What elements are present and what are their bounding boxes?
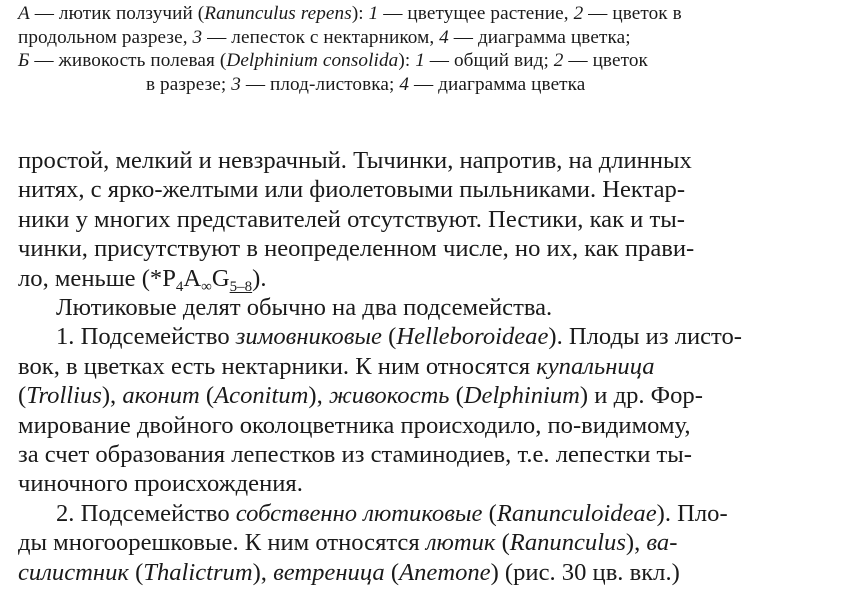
italic-term: аконит [122, 382, 200, 410]
italic-term: ва- [646, 529, 678, 557]
caption-text: — плод-листовка; [240, 73, 400, 95]
italic-term: купальница [536, 352, 655, 380]
formula-subscript: 5–8 [229, 278, 253, 295]
caption-number: 4 [399, 73, 410, 95]
italic-term: собственно лютиковые [235, 499, 483, 527]
text-line [18, 381, 830, 410]
caption-text: — диаграмма цветка; [448, 26, 631, 48]
subfamily-1-heading [18, 322, 830, 351]
caption-number: 4 [439, 26, 449, 48]
caption-text: продольном разрезе, [18, 26, 193, 48]
text-segment: ), [625, 529, 647, 557]
text-segment: 2. Подсемейство [56, 499, 236, 527]
caption-number: 3 [192, 26, 203, 48]
text-segment: ( [381, 323, 397, 351]
caption-line-4 [18, 73, 830, 97]
italic-term: Delphinium [463, 382, 580, 410]
text-segment: ). Плоды из листо- [548, 323, 742, 351]
text-line: чиночного происхождения. [18, 470, 303, 498]
text-segment: G [211, 264, 230, 292]
italic-term: Aconitum [214, 382, 309, 410]
text-segment: ), [101, 382, 123, 410]
caption-label-a: А [18, 3, 30, 24]
text-segment: ( [128, 558, 144, 586]
caption-line-3 [18, 49, 830, 73]
figure-caption [18, 2, 830, 96]
text-segment: ло, меньше (*P [18, 264, 176, 292]
caption-number: 3 [231, 73, 241, 95]
text-line: за счет образования лепестков из стаминодиев, т.е. лепестки ты- [18, 441, 692, 469]
italic-term: Thalictrum [143, 558, 253, 586]
text-segment: ( [449, 382, 464, 410]
caption-line-2 [18, 26, 830, 50]
text-segment: ). Пло- [656, 499, 728, 527]
text-line: ники у многих представителей отсутствуют. Пестики, как и ты- [18, 205, 685, 233]
caption-text: — лепесток с нектарником, [202, 26, 440, 48]
text-segment: A [183, 264, 202, 292]
caption-text: ): [351, 3, 369, 24]
caption-text: — общий вид; [424, 50, 554, 71]
text-segment: ) (рис. 30 цв. вкл.) [490, 558, 680, 586]
caption-text: — цветок в [583, 3, 682, 24]
italic-term: Helleboroideae [396, 323, 549, 351]
caption-number: 1 [368, 3, 379, 24]
text-segment: ), [252, 558, 274, 586]
caption-number: 1 [415, 50, 425, 71]
text-segment: ды многоорешковые. К ним относятся [18, 529, 426, 557]
text-segment: ). [252, 264, 267, 292]
caption-text: — лютик ползучий ( [29, 3, 205, 24]
caption-latin-name: Ranunculus repens [204, 3, 352, 24]
subfamily-2-heading [18, 499, 830, 528]
body-text [18, 146, 830, 587]
caption-number: 2 [573, 3, 584, 24]
formula-subscript: ∞ [201, 278, 212, 295]
italic-term: ветреница [273, 558, 385, 586]
caption-text: ): [398, 50, 416, 71]
text-segment: ( [495, 529, 510, 557]
text-line: мирование двойного околоцветника происходило, по-видимому, [18, 411, 691, 439]
caption-latin-name: Delphinium consolida [226, 50, 399, 71]
text-segment: вок, в цветках есть нектарники. К ним относятся [18, 352, 537, 380]
text-line [18, 528, 830, 557]
caption-text: — цветущее растение, [378, 3, 574, 24]
text-segment: ( [482, 499, 497, 527]
formula-subscript: 4 [175, 278, 184, 295]
text-line [18, 352, 830, 381]
caption-number: 2 [553, 50, 564, 71]
italic-term: Ranunculoideae [496, 499, 657, 527]
text-segment: ( [384, 558, 400, 586]
text-line: чинки, присутствуют в неопределенном числе, но их, как прави- [18, 235, 695, 263]
caption-label-b: Б [18, 50, 30, 71]
formula-line [18, 264, 830, 293]
text-line: простой, мелкий и невзрачный. Тычинки, напротив, на длинных [18, 147, 692, 174]
text-segment: ( [199, 382, 215, 410]
italic-term: силистник [18, 558, 129, 586]
italic-term: зимовниковые [235, 323, 382, 351]
text-segment: ), [308, 382, 329, 410]
text-line [18, 558, 830, 587]
italic-term: Anemone [399, 558, 491, 586]
text-line: нитях, с ярко-желтыми или фиолетовыми пыльниками. Нектар- [18, 176, 686, 204]
text-segment: ( [18, 382, 27, 410]
caption-text: — живокость полевая ( [29, 50, 227, 71]
caption-text: в разрезе; [146, 73, 232, 95]
text-segment: 1. Подсемейство [56, 323, 236, 351]
italic-term: живокость [328, 382, 450, 410]
caption-text: — цветок [563, 50, 648, 71]
italic-term: Trollius [26, 382, 102, 410]
caption-text: — диаграмма цветка [409, 73, 586, 95]
caption-line-1 [18, 2, 830, 26]
italic-term: Ranunculus [509, 529, 626, 557]
italic-term: лютик [425, 529, 496, 557]
text-line: Лютиковые делят обычно на два подсемейства. [56, 294, 553, 322]
text-segment: ) и др. Фор- [579, 382, 703, 410]
